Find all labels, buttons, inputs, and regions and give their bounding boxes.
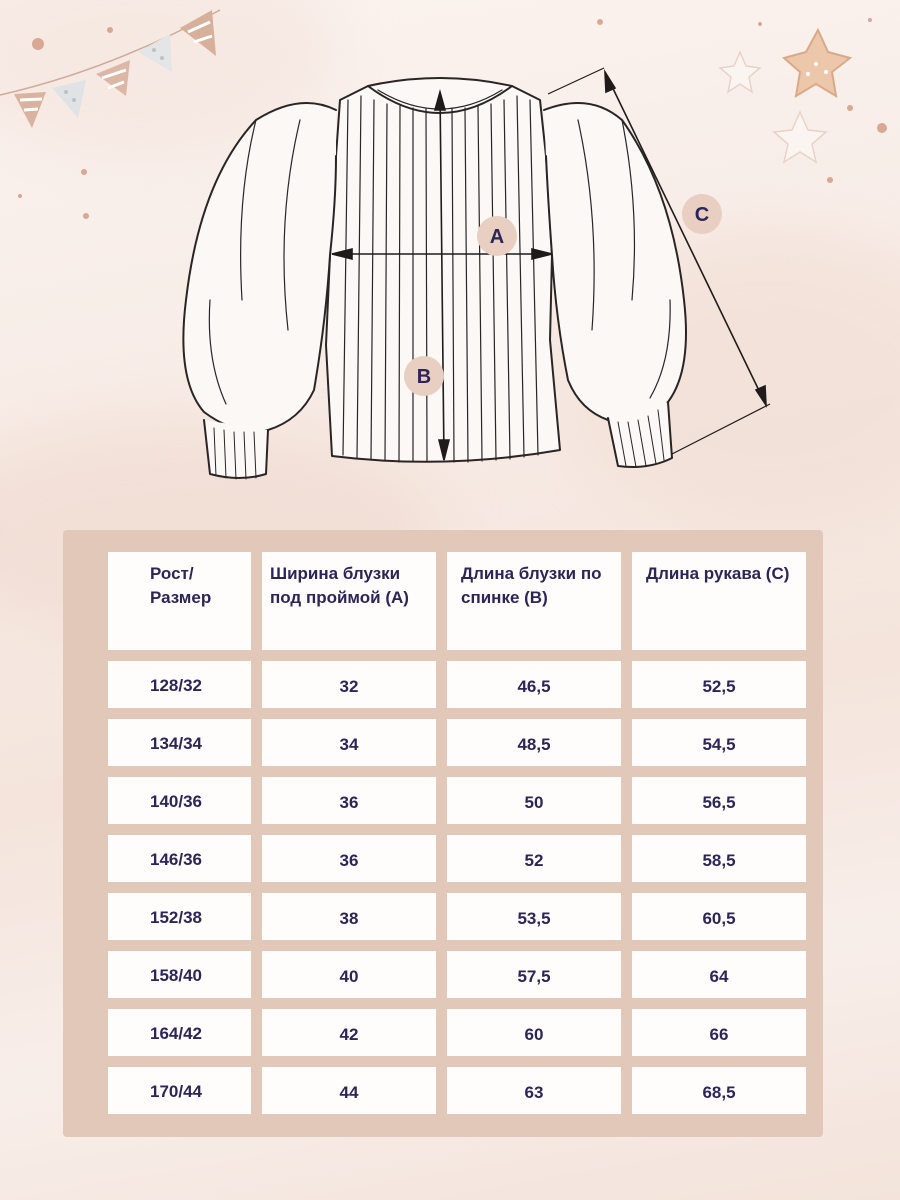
table-cell-length: 46,5	[447, 661, 621, 708]
svg-text:B: B	[416, 366, 432, 388]
table-cell-width: 36	[262, 777, 436, 824]
measurement-label-a	[477, 216, 517, 256]
table-cell-sleeve: 60,5	[632, 893, 806, 940]
measurement-label-c	[682, 194, 722, 234]
table-cell-width: 38	[262, 893, 436, 940]
table-header-width: Ширина блузки под проймой (А)	[262, 552, 436, 650]
table-cell-size: 128/32	[108, 661, 251, 708]
table-cell-width: 36	[262, 835, 436, 882]
table-cell-width: 44	[262, 1067, 436, 1114]
table-header-size: Рост/Размер	[108, 552, 251, 650]
measurement-label-b	[404, 356, 444, 396]
size-table	[63, 530, 823, 1137]
blouse-sketch	[183, 78, 686, 479]
table-cell-sleeve: 52,5	[632, 661, 806, 708]
table-cell-length: 52	[447, 835, 621, 882]
table-cell-sleeve: 66	[632, 1009, 806, 1056]
table-cell-length: 50	[447, 777, 621, 824]
table-cell-size: 146/36	[108, 835, 251, 882]
table-cell-width: 34	[262, 719, 436, 766]
table-header-length: Длина блузки по спинке (В)	[447, 552, 621, 650]
table-cell-width: 40	[262, 951, 436, 998]
table-cell-size: 134/34	[108, 719, 251, 766]
table-cell-width: 42	[262, 1009, 436, 1056]
table-cell-sleeve: 56,5	[632, 777, 806, 824]
table-cell-length: 63	[447, 1067, 621, 1114]
table-cell-size: 158/40	[108, 951, 251, 998]
svg-text:A: A	[489, 226, 505, 248]
table-cell-length: 60	[447, 1009, 621, 1056]
table-cell-size: 140/36	[108, 777, 251, 824]
table-cell-sleeve: 54,5	[632, 719, 806, 766]
table-cell-size: 170/44	[108, 1067, 251, 1114]
table-header-sleeve: Длина рукава (С)	[632, 552, 806, 650]
blouse-measurement-diagram	[0, 0, 900, 520]
table-cell-length: 57,5	[447, 951, 621, 998]
svg-text:C: C	[694, 204, 710, 226]
table-cell-sleeve: 58,5	[632, 835, 806, 882]
table-cell-sleeve: 68,5	[632, 1067, 806, 1114]
table-cell-length: 53,5	[447, 893, 621, 940]
table-cell-length: 48,5	[447, 719, 621, 766]
table-cell-width: 32	[262, 661, 436, 708]
table-cell-sleeve: 64	[632, 951, 806, 998]
table-cell-size: 152/38	[108, 893, 251, 940]
table-cell-size: 164/42	[108, 1009, 251, 1056]
star-decoration	[720, 30, 850, 162]
